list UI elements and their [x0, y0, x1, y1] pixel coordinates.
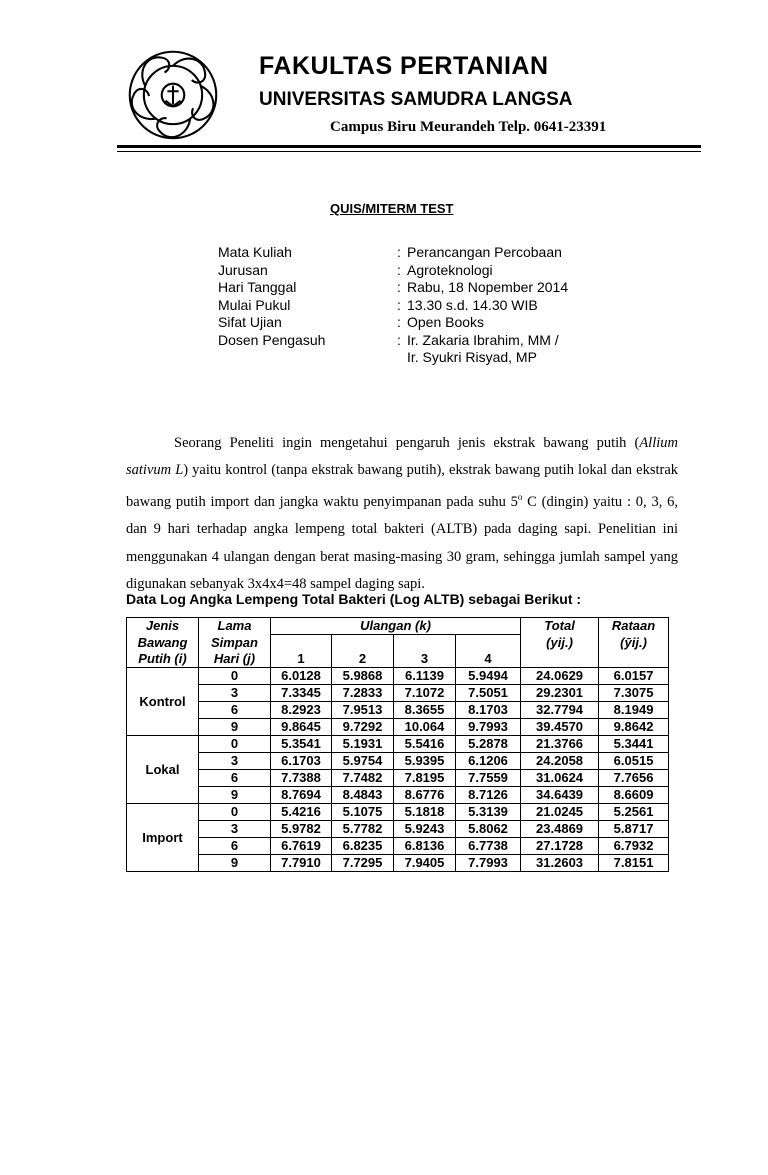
total-cell: 32.7794 — [521, 702, 599, 719]
info-colon: : — [397, 279, 401, 295]
info-colon: : — [397, 261, 401, 278]
total-cell: 31.0624 — [521, 770, 599, 787]
value-cell: 7.7993 — [456, 855, 521, 872]
value-cell: 9.8645 — [271, 719, 332, 736]
info-label: Jurusan — [218, 261, 268, 278]
info-label — [218, 349, 397, 367]
header-lama: Hari (j) — [199, 651, 271, 668]
header-rataan: Rataan — [599, 618, 669, 635]
mean-cell: 8.6609 — [599, 787, 669, 804]
value-cell: 6.1703 — [271, 753, 332, 770]
info-row — [218, 244, 568, 262]
value-cell: 7.1072 — [394, 685, 456, 702]
value-cell: 7.2833 — [332, 685, 394, 702]
value-cell: 6.8235 — [332, 838, 394, 855]
header-jenis: Putih (i) — [127, 651, 199, 668]
value-cell: 7.7388 — [271, 770, 332, 787]
info-label: Mulai Pukul — [218, 296, 291, 313]
header-k-blank — [332, 635, 394, 652]
group-name: Import — [127, 804, 199, 872]
day-cell: 3 — [199, 821, 271, 838]
header-k1: 1 — [271, 651, 332, 668]
exam-info — [218, 244, 568, 367]
header-k-blank — [456, 635, 521, 652]
campus-address: Campus Biru Meurandeh Telp. 0641-23391 — [330, 119, 607, 135]
value-cell: 5.9754 — [332, 753, 394, 770]
value-cell: 9.7993 — [456, 719, 521, 736]
info-label: Sifat Ujian — [218, 314, 282, 330]
total-cell: 23.4869 — [521, 821, 599, 838]
value-cell: 5.1818 — [394, 804, 456, 821]
header-jenis: Bawang — [127, 635, 199, 652]
value-cell: 5.2878 — [456, 736, 521, 753]
header-lama: Lama — [199, 618, 271, 635]
value-cell: 7.7559 — [456, 770, 521, 787]
value-cell: 5.1075 — [332, 804, 394, 821]
info-row — [218, 297, 568, 315]
value-cell: 8.3655 — [394, 702, 456, 719]
mean-cell: 5.8717 — [599, 821, 669, 838]
mean-cell: 5.2561 — [599, 804, 669, 821]
header-total: (yij.) — [521, 635, 599, 652]
info-colon: : — [397, 331, 401, 348]
info-label: Mata Kuliah — [218, 244, 292, 260]
day-cell: 0 — [199, 804, 271, 821]
info-row — [218, 314, 568, 332]
header-lama: Simpan — [199, 635, 271, 652]
header-k3: 3 — [394, 651, 456, 668]
value-cell: 7.5051 — [456, 685, 521, 702]
value-cell: 5.8062 — [456, 821, 521, 838]
table-row — [127, 838, 669, 855]
mean-cell: 6.7932 — [599, 838, 669, 855]
info-row — [218, 279, 568, 297]
value-cell: 6.1139 — [394, 668, 456, 685]
info-row — [218, 349, 568, 367]
table-row — [127, 821, 669, 838]
value-cell: 5.1931 — [332, 736, 394, 753]
group-name: Kontrol — [127, 668, 199, 736]
value-cell: 5.4216 — [271, 804, 332, 821]
total-cell: 21.0245 — [521, 804, 599, 821]
total-cell: 27.1728 — [521, 838, 599, 855]
university-title: UNIVERSITAS SAMUDRA LANGSA — [259, 89, 573, 110]
table-row — [127, 702, 669, 719]
info-value: Ir. Syukri Risyad, MP — [407, 349, 537, 365]
header-k4: 4 — [456, 651, 521, 668]
mean-cell: 9.8642 — [599, 719, 669, 736]
value-cell: 8.1703 — [456, 702, 521, 719]
value-cell: 7.8195 — [394, 770, 456, 787]
data-heading: Data Log Angka Lempeng Total Bakteri (Log ALTB) sebagai Berikut : — [126, 591, 582, 607]
value-cell: 5.9868 — [332, 668, 394, 685]
mean-cell: 8.1949 — [599, 702, 669, 719]
day-cell: 6 — [199, 702, 271, 719]
header-k2: 2 — [332, 651, 394, 668]
day-cell: 9 — [199, 787, 271, 804]
value-cell: 5.9243 — [394, 821, 456, 838]
value-cell: 5.3139 — [456, 804, 521, 821]
day-cell: 3 — [199, 685, 271, 702]
mean-cell: 6.0515 — [599, 753, 669, 770]
value-cell: 7.7295 — [332, 855, 394, 872]
table-body — [127, 668, 669, 872]
info-label: Dosen Pengasuh — [218, 331, 326, 348]
university-logo — [126, 48, 220, 142]
info-colon: : — [397, 296, 401, 313]
value-cell: 7.7482 — [332, 770, 394, 787]
day-cell: 6 — [199, 838, 271, 855]
value-cell: 6.7738 — [456, 838, 521, 855]
value-cell: 7.7910 — [271, 855, 332, 872]
info-colon — [397, 349, 407, 367]
total-cell: 24.2058 — [521, 753, 599, 770]
day-cell: 0 — [199, 668, 271, 685]
table-row — [127, 787, 669, 804]
paragraph-text: Seorang Peneliti ingin mengetahui pengaruh jenis ekstrak bawang putih ( — [174, 435, 640, 451]
total-cell: 21.3766 — [521, 736, 599, 753]
problem-paragraph — [126, 430, 678, 598]
header-k-blank — [394, 635, 456, 652]
value-cell: 8.7126 — [456, 787, 521, 804]
info-value: Ir. Zakaria Ibrahim, MM / — [407, 331, 559, 348]
info-value: Agroteknologi — [407, 261, 493, 278]
info-row — [218, 332, 568, 350]
header-total-blank — [521, 651, 599, 668]
info-value: 13.30 s.d. 14.30 WIB — [407, 296, 538, 313]
day-cell: 3 — [199, 753, 271, 770]
total-cell: 29.2301 — [521, 685, 599, 702]
mean-cell: 5.3441 — [599, 736, 669, 753]
mean-cell: 6.0157 — [599, 668, 669, 685]
table-row — [127, 685, 669, 702]
info-colon: : — [397, 244, 401, 260]
total-cell: 39.4570 — [521, 719, 599, 736]
value-cell: 5.3541 — [271, 736, 332, 753]
latin-name: Allium sativum L — [126, 435, 678, 479]
header-rataan-blank — [599, 651, 669, 668]
value-cell: 5.5416 — [394, 736, 456, 753]
header-jenis: Jenis — [127, 618, 199, 635]
value-cell: 9.7292 — [332, 719, 394, 736]
header-total: Total — [521, 618, 599, 635]
day-cell: 9 — [199, 855, 271, 872]
table-row — [127, 804, 669, 821]
header-k-blank — [271, 635, 332, 652]
degree-sign: o — [517, 492, 523, 503]
value-cell: 5.9395 — [394, 753, 456, 770]
value-cell: 6.8136 — [394, 838, 456, 855]
total-cell: 31.2603 — [521, 855, 599, 872]
table-row — [127, 719, 669, 736]
table-row — [127, 668, 669, 685]
info-row — [218, 262, 568, 280]
paragraph-text: ) yaitu kontrol (tanpa ekstrak bawang putih), ekstrak bawang putih lokal dan ekstrak bawang putih import dan jangka waktu penyimpanan pada suhu 5 — [126, 462, 679, 511]
value-cell: 6.0128 — [271, 668, 332, 685]
value-cell: 5.7782 — [332, 821, 394, 838]
info-label: Hari Tanggal — [218, 279, 297, 295]
value-cell: 10.064 — [394, 719, 456, 736]
value-cell: 8.2923 — [271, 702, 332, 719]
faculty-title: FAKULTAS PERTANIAN — [259, 52, 549, 80]
table-row — [127, 855, 669, 872]
table-row — [127, 753, 669, 770]
table-row — [127, 736, 669, 753]
value-cell: 8.4843 — [332, 787, 394, 804]
value-cell: 8.6776 — [394, 787, 456, 804]
header-ulangan: Ulangan (k) — [271, 618, 521, 635]
total-cell: 34.6439 — [521, 787, 599, 804]
info-value: Rabu, 18 Nopember 2014 — [407, 279, 569, 295]
header-rataan: (ȳij.) — [599, 635, 669, 652]
day-cell: 0 — [199, 736, 271, 753]
test-title: QUIS/MITERM TEST — [330, 201, 454, 216]
value-cell: 7.9405 — [394, 855, 456, 872]
info-value: Perancangan Percobaan — [407, 244, 562, 260]
info-colon: : — [397, 314, 401, 330]
value-cell: 6.1206 — [456, 753, 521, 770]
value-cell: 5.9782 — [271, 821, 332, 838]
value-cell: 5.9494 — [456, 668, 521, 685]
table-row — [127, 770, 669, 787]
value-cell: 6.7619 — [271, 838, 332, 855]
total-cell: 24.0629 — [521, 668, 599, 685]
header-rule-thin — [117, 151, 701, 152]
mean-cell: 7.7656 — [599, 770, 669, 787]
value-cell: 7.3345 — [271, 685, 332, 702]
data-table — [126, 617, 669, 872]
day-cell: 9 — [199, 719, 271, 736]
mean-cell: 7.3075 — [599, 685, 669, 702]
mean-cell: 7.8151 — [599, 855, 669, 872]
value-cell: 7.9513 — [332, 702, 394, 719]
paragraph-text: C (dingin) yaitu : 0, 3, 6, dan 9 hari terhadap angka lempeng total bakteri (ALTB) pada daging sapi. Penelitian ini menggunakan 4 ulangan dengan berat masing-masing 30 gram, sehingga jumlah sampel yang digunakan sebanyak 3x4x4=48 sampel daging sapi. — [126, 494, 678, 592]
info-value: Open Books — [407, 314, 485, 330]
day-cell: 6 — [199, 770, 271, 787]
group-name: Lokal — [127, 736, 199, 804]
header-rule-thick — [117, 145, 701, 148]
value-cell: 8.7694 — [271, 787, 332, 804]
